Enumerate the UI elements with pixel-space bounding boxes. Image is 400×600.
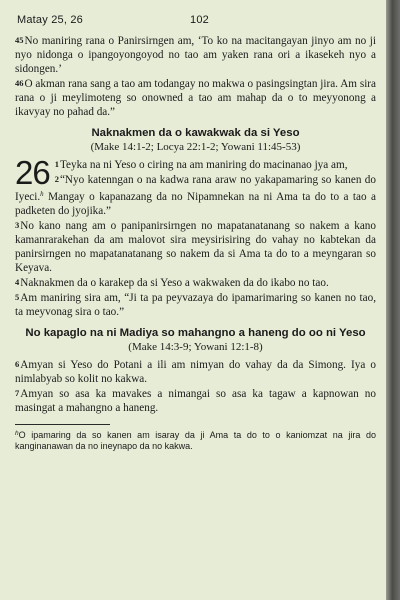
verse-text: Teyka na ni Yeso o ciring na am maniring do macinanao jya am, bbox=[59, 159, 348, 172]
verse-text: O akman rana sang a tao am todangay no makwa o pasingsingtan jira. Am sira rana o ji meylimoteng so onowned a tao am mahap da o to meyyonong a ikavyay no pahad da.” bbox=[15, 77, 376, 118]
footnote-text: O ipamaring da so kanen am isaray da ji Ama ta do to o kaniomzat na jira do kanginanawan da no ineynapo da no kakwa. bbox=[15, 430, 376, 452]
parallel-references: (Make 14:3-9; Yowani 12:1-8) bbox=[128, 341, 263, 354]
footnote bbox=[15, 428, 376, 452]
footnote-divider bbox=[15, 424, 110, 425]
chapter-number: 26 bbox=[15, 154, 50, 192]
running-head: Matay 25, 26 bbox=[17, 14, 83, 26]
section-heading: Naknakmen da o kawakwak da si Yeso bbox=[91, 127, 300, 140]
verse-26-7 bbox=[15, 387, 376, 416]
verse-text: Mangay o kapanazang da no Nipamnekan na ni Ama ta do to a tao a padketen do jyojika.” bbox=[15, 191, 376, 218]
verse-text: “Nyo katenngan o na kadwa rana araw no yakapamaring so kanen do Iyeci. bbox=[15, 174, 376, 204]
verse-text: No kano nang am o panipanirsirngen no mapatanatanang so nakem a kano kamanrarakehan da am malovot sira meysirisiring do vahay no kabtekan da panirsirngen no mapatanatanang so nakem da si Ama ta do to a meyngaran so Keyava. bbox=[15, 220, 376, 274]
verse-number: 2 bbox=[54, 174, 59, 185]
verse-text: Naknakmen da o karakep da si Yeso a wakwaken da do ikabo no tao. bbox=[20, 276, 329, 289]
verse-number: 3 bbox=[15, 220, 20, 231]
footnote-mark: h bbox=[15, 430, 19, 438]
verse-number: 46 bbox=[15, 77, 24, 88]
verse-26-1 bbox=[15, 158, 376, 173]
verse-number: 7 bbox=[15, 388, 20, 399]
page-header bbox=[15, 14, 376, 34]
verse-text: Amyan so asa ka mavakes a nimangai so asa ka tagaw a kapnowan no masingat a mahangno a haneng. bbox=[15, 388, 376, 415]
verse-number: 1 bbox=[54, 159, 59, 170]
verse-26-6 bbox=[15, 358, 376, 387]
verse-number: 4 bbox=[15, 276, 20, 287]
page-number: 102 bbox=[190, 14, 209, 26]
verse-25-46 bbox=[15, 77, 376, 120]
parallel-references: (Make 14:1-2; Locya 22:1-2; Yowani 11:45-53) bbox=[90, 141, 301, 154]
verse-26-5 bbox=[15, 291, 376, 320]
verse-number: 6 bbox=[15, 359, 20, 370]
verse-text: No maniring rana o Panirsirngen am, ‘To ko na macitangayan jinyo am no ji nyo nidonga o ipangoyongoyod no tao am yaken rana ori a ikasekeh nyo a sidongen.’ bbox=[15, 35, 376, 75]
verse-25-45 bbox=[15, 34, 376, 77]
verse-26-2 bbox=[15, 173, 376, 219]
verse-26-3 bbox=[15, 219, 376, 276]
verse-number: 5 bbox=[15, 291, 20, 302]
verse-text: Am maniring sira am, “Ji ta pa peyvazaya do ipamarimaring so kanen no tao, ta meyvonag sira o tao.” bbox=[15, 291, 376, 318]
footnote-marker[interactable]: h bbox=[40, 190, 44, 199]
verse-26-4 bbox=[15, 276, 376, 291]
section-heading: No kapaglo na ni Madiya so mahangno a haneng do oo ni Yeso bbox=[25, 327, 366, 340]
verse-text: Amyan si Yeso do Potani a ili am nimyan do vahay da da Simong. Iya o nimlabyab so kolit no kakwa. bbox=[15, 359, 376, 386]
verse-number: 45 bbox=[15, 35, 24, 45]
page-edge-shadow bbox=[386, 0, 400, 600]
